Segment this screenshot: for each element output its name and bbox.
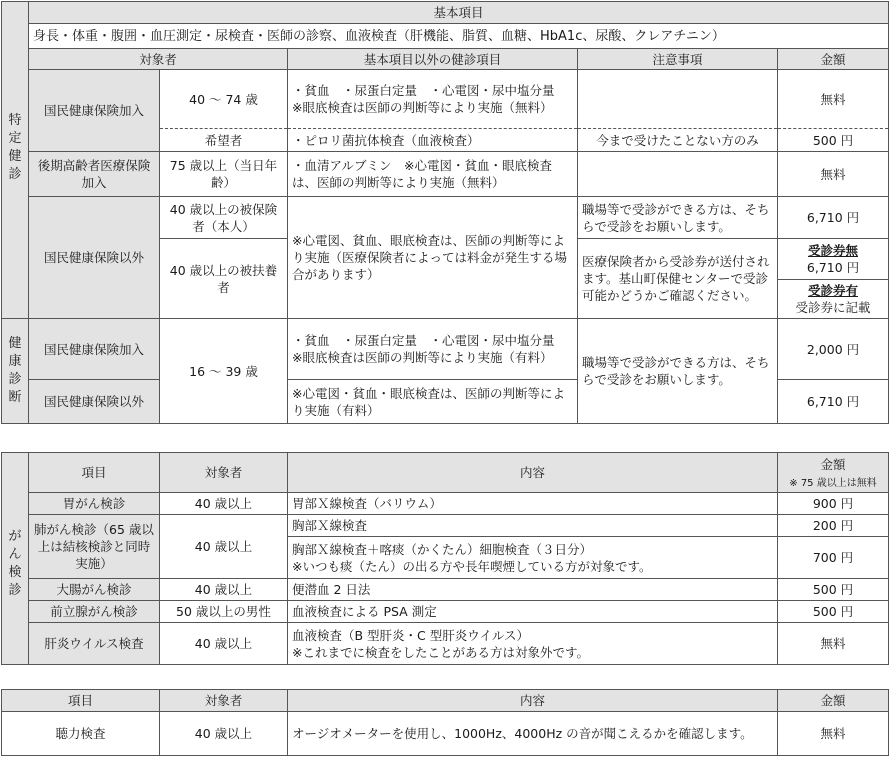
content-hearing: オージオメーターを使用し、1000Hz、4000Hz の音が聞こえるかを確認します。 bbox=[288, 712, 778, 756]
side-label-kenko: 健 康 診 断 bbox=[2, 319, 29, 424]
fee-lung-xray: 200 円 bbox=[778, 515, 889, 537]
extra-kenko-kanyu: ・貧血 ・尿蛋白定量 ・心電図・尿中塩分量 ※眼底検査は医師の判断等により実施（有料） bbox=[288, 319, 578, 380]
fee-jushinken-nashi-label: 受診券無 bbox=[808, 243, 859, 258]
target-kenko-igai: 国民健康保険以外 bbox=[29, 380, 160, 424]
col-item-header: 項目 bbox=[2, 690, 160, 712]
basic-items-list: 身長・体重・腹囲・血圧測定・尿検査・医師の診察、血液検査（肝機能、脂質、血糖、HbA1c、尿酸、クレアチニン） bbox=[29, 24, 889, 49]
target-kokuho-kanyu: 国民健康保険加入 bbox=[29, 70, 160, 152]
cancer-screening-table bbox=[1, 452, 889, 665]
col-item-header: 項目 bbox=[29, 453, 160, 493]
fee-jushinken-nashi-value: 6,710 円 bbox=[806, 260, 860, 275]
col-content-header: 内容 bbox=[288, 453, 778, 493]
item-lung: 肺がん検診（65 歳以上は結核検診と同時実施） bbox=[29, 515, 160, 579]
col-extra-header: 基本項目以外の健診項目 bbox=[288, 49, 578, 70]
content-lung-sputum: 胸部Ｘ線検査＋喀痰（かくたん）細胞検査（３日分） ※いつも痰（たん）の出る方や長年喫煙している方が対象です。 bbox=[288, 537, 778, 579]
note-empty bbox=[578, 70, 778, 129]
target-kokuho-igai: 国民健康保険以外 bbox=[29, 197, 160, 319]
content-colon: 便潜血 2 日法 bbox=[288, 579, 778, 601]
fee-hepatitis: 無料 bbox=[778, 623, 889, 665]
fee-2000: 2,000 円 bbox=[778, 319, 889, 380]
col-fee-header bbox=[778, 453, 889, 493]
fee-jushinken-nashi bbox=[778, 239, 889, 280]
fee-free-kouki: 無料 bbox=[778, 152, 889, 197]
col-target-header: 対象者 bbox=[160, 453, 288, 493]
col-fee-header: 金額 bbox=[778, 690, 889, 712]
item-hearing: 聴力検査 bbox=[2, 712, 160, 756]
extra-kenko-igai: ※心電図・貧血・眼底検査は、医師の判断等により実施（有料） bbox=[288, 380, 578, 424]
extra-kouki: ・血清アルブミン ※心電図・貧血・眼底検査は、医師の判断等により実施（無料） bbox=[288, 152, 578, 197]
content-hepatitis: 血液検査（B 型肝炎・C 型肝炎ウイルス） ※これまでに検査をしたことがある方は対象外です。 bbox=[288, 623, 778, 665]
target-age-75: 75 歳以上（当日年齢） bbox=[160, 152, 288, 197]
note-empty-2 bbox=[578, 152, 778, 197]
side-label-gan: が ん 検 診 bbox=[2, 453, 29, 665]
target-lung: 40 歳以上 bbox=[160, 515, 288, 579]
target-prostate: 50 歳以上の男性 bbox=[160, 601, 288, 623]
fee-6710-kenko: 6,710 円 bbox=[778, 380, 889, 424]
target-hifuyou: 40 歳以上の被扶養者 bbox=[160, 239, 288, 319]
target-hihokensha: 40 歳以上の被保険者（本人） bbox=[160, 197, 288, 239]
item-stomach: 胃がん検診 bbox=[29, 493, 160, 515]
basic-items-header: 基本項目 bbox=[29, 2, 889, 24]
col-target-header: 対象者 bbox=[160, 690, 288, 712]
fee-prostate: 500 円 bbox=[778, 601, 889, 623]
fee-lung-sputum: 700 円 bbox=[778, 537, 889, 579]
extra-pylori: ・ピロリ菌抗体検査（血液検査） bbox=[288, 129, 578, 152]
fee-jushinken-ari bbox=[778, 280, 889, 319]
item-colon: 大腸がん検診 bbox=[29, 579, 160, 601]
extra-igai: ※心電図、貧血、眼底検査は、医師の判断等により実施（医療保険者によっては料金が発生する場合があります） bbox=[288, 197, 578, 319]
fee-jushinken-ari-value: 受診券に記載 bbox=[795, 300, 871, 315]
item-prostate: 前立腺がん検診 bbox=[29, 601, 160, 623]
target-age-40-74: 40 ～ 74 歳 bbox=[160, 70, 288, 129]
target-kenko-kanyu: 国民健康保険加入 bbox=[29, 319, 160, 380]
fee-header-note: ※ 75 歳以上は無料 bbox=[789, 477, 877, 489]
target-hepatitis: 40 歳以上 bbox=[160, 623, 288, 665]
fee-free-kokuho: 無料 bbox=[778, 70, 889, 129]
target-stomach: 40 歳以上 bbox=[160, 493, 288, 515]
fee-jushinken-ari-label: 受診券有 bbox=[808, 283, 859, 298]
fee-header-label: 金額 bbox=[820, 456, 846, 472]
col-note-header: 注意事項 bbox=[578, 49, 778, 70]
item-hepatitis: 肝炎ウイルス検査 bbox=[29, 623, 160, 665]
target-kibousha: 希望者 bbox=[160, 129, 288, 152]
health-checkup-table bbox=[1, 1, 889, 424]
note-jushinken: 医療保険者から受診券が送付されます。基山町保健センターで受診可能かどうかご確認ください。 bbox=[578, 239, 778, 319]
target-hearing: 40 歳以上 bbox=[160, 712, 288, 756]
fee-stomach: 900 円 bbox=[778, 493, 889, 515]
note-pylori: 今まで受けたことない方のみ bbox=[578, 129, 778, 152]
content-stomach: 胃部Ｘ線検査（バリウム） bbox=[288, 493, 778, 515]
content-lung-xray: 胸部Ｘ線検査 bbox=[288, 515, 778, 537]
target-kouki: 後期高齢者医療保険加入 bbox=[29, 152, 160, 197]
note-kenko: 職場等で受診ができる方は、そちらで受診をお願いします。 bbox=[578, 319, 778, 424]
extra-items-kokuho: ・貧血 ・尿蛋白定量 ・心電図・尿中塩分量 ※眼底検査は医師の判断等により実施（無料） bbox=[288, 70, 578, 129]
target-colon: 40 歳以上 bbox=[160, 579, 288, 601]
content-prostate: 血液検査による PSA 測定 bbox=[288, 601, 778, 623]
note-shokuba: 職場等で受診ができる方は、そちらで受診をお願いします。 bbox=[578, 197, 778, 239]
col-fee-header: 金額 bbox=[778, 49, 889, 70]
fee-6710-honnin: 6,710 円 bbox=[778, 197, 889, 239]
col-target-header: 対象者 bbox=[29, 49, 288, 70]
hearing-test-table bbox=[1, 689, 889, 756]
col-content-header: 内容 bbox=[288, 690, 778, 712]
target-age-16-39: 16 ～ 39 歳 bbox=[160, 319, 288, 424]
side-label-tokutei: 特 定 健 診 bbox=[2, 2, 29, 319]
fee-colon: 500 円 bbox=[778, 579, 889, 601]
fee-hearing: 無料 bbox=[778, 712, 889, 756]
fee-pylori: 500 円 bbox=[778, 129, 889, 152]
